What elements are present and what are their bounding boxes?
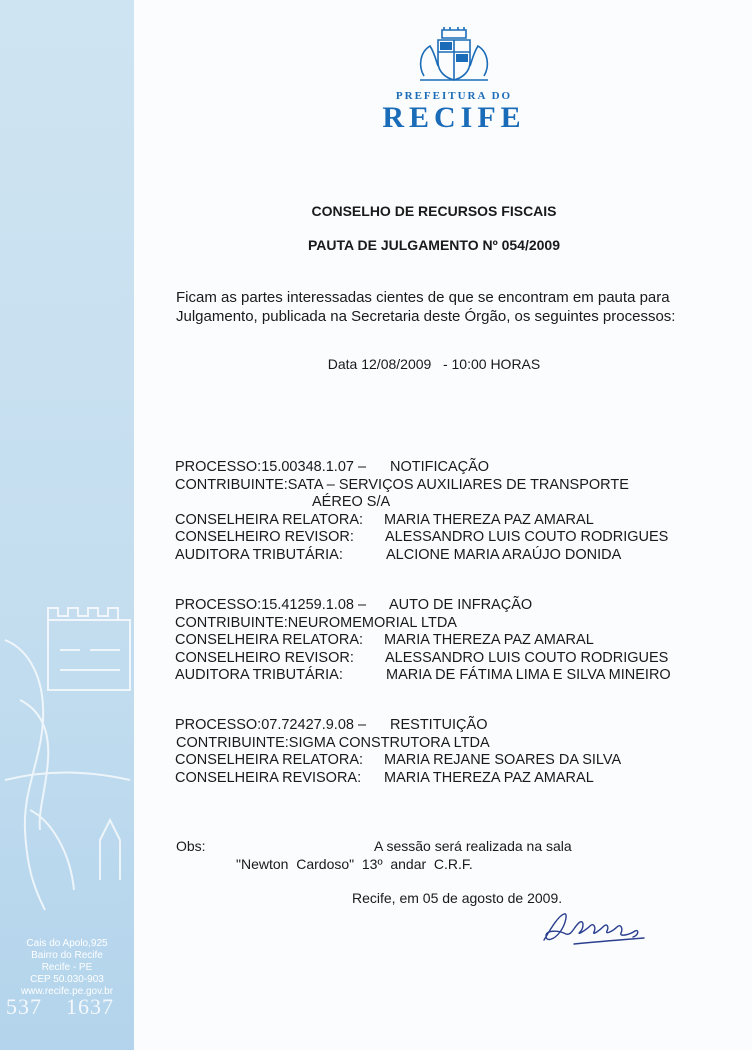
role-name: ALCIONE MARIA ARAÚJO DONIDA <box>386 546 622 563</box>
process-type: AUTO DE INFRAÇÃO <box>389 597 533 613</box>
signature-icon <box>536 904 656 950</box>
coat-of-arms-icon <box>414 26 494 86</box>
recife-wordmark: RECIFE <box>382 101 526 134</box>
process-number: PROCESSO:15.00348.1.07 – <box>175 459 367 475</box>
contribuinte-name: CONTRIBUINTE:SIGMA CONSTRUTORA LTDA <box>176 734 490 751</box>
process-number: PROCESSO:15.41259.1.08 – <box>175 597 367 613</box>
sidebar-band <box>0 0 134 1050</box>
intro-line-1: Ficam as partes interessadas cientes de que se encontram em pauta para <box>176 289 670 306</box>
role-name: MARIA THEREZA PAZ AMARAL <box>384 632 594 649</box>
role-label: CONSELHEIRA RELATORA: <box>175 632 364 649</box>
role-label: CONSELHEIRO REVISOR: <box>175 649 354 666</box>
intro-paragraph <box>176 288 696 326</box>
place-date: Recife, em 05 de agosto de 2009. <box>352 890 563 906</box>
contribuinte-name-cont: AÉREO S/A <box>312 494 391 511</box>
obs-label: Obs: <box>176 838 206 854</box>
role-name: MARIA REJANE SOARES DA SILVA <box>384 752 622 769</box>
contribuinte-name: CONTRIBUINTE:SATA – SERVIÇOS AUXILIARES DE TRANSPORTE <box>175 476 629 493</box>
role-name: MARIA DE FÁTIMA LIMA E SILVA MINEIRO <box>386 667 671 684</box>
role-label: CONSELHEIRO REVISOR: <box>175 529 354 546</box>
role-label: CONSELHEIRA RELATORA: <box>175 752 364 769</box>
session-date: Data 12/08/2009 - 10:00 HORAS <box>327 356 541 372</box>
role-label: CONSELHEIRA RELATORA: <box>175 511 364 528</box>
prefeitura-label: PREFEITURA DO <box>395 90 513 102</box>
role-name: MARIA THEREZA PAZ AMARAL <box>384 511 594 528</box>
role-label: AUDITORA TRIBUTÁRIA: <box>175 667 343 684</box>
address-cep: CEP 50.030-903 <box>30 974 104 985</box>
address-website: www.recife.pe.gov.br <box>20 986 114 997</box>
sidebar-years <box>6 994 138 1020</box>
process-number: PROCESSO:07.72427.9.08 – <box>175 717 367 733</box>
process-type: NOTIFICAÇÃO <box>390 459 490 475</box>
address-street: Cais do Apolo,925 <box>26 938 108 949</box>
role-name: ALESSANDRO LUIS COUTO RODRIGUES <box>385 649 669 666</box>
year-left: 537 <box>6 994 42 1019</box>
address-block <box>0 938 134 998</box>
process-type: RESTITUIÇÃO <box>390 717 488 733</box>
monument-illustration <box>0 580 134 940</box>
obs-room: "Newton Cardoso" 13º andar C.R.F. <box>236 856 473 872</box>
role-name: MARIA THEREZA PAZ AMARAL <box>384 769 594 786</box>
address-city: Recife - PE <box>41 962 93 973</box>
obs-text: A sessão será realizada na sala <box>374 838 572 854</box>
contribuinte-name: CONTRIBUINTE:NEUROMEMORIAL LTDA <box>175 614 457 631</box>
document-title: CONSELHO DE RECURSOS FISCAIS <box>311 203 557 219</box>
address-district: Bairro do Recife <box>31 950 103 961</box>
role-label: AUDITORA TRIBUTÁRIA: <box>175 546 343 563</box>
role-name: ALESSANDRO LUIS COUTO RODRIGUES <box>385 529 669 546</box>
intro-line-2: Julgamento, publicada na Secretaria deste Órgão, os seguintes processos: <box>176 308 676 325</box>
role-label: CONSELHEIRA REVISORA: <box>175 769 362 786</box>
document-subtitle: PAUTA DE JULGAMENTO Nº 054/2009 <box>308 237 560 253</box>
year-right: 1637 <box>66 994 114 1019</box>
